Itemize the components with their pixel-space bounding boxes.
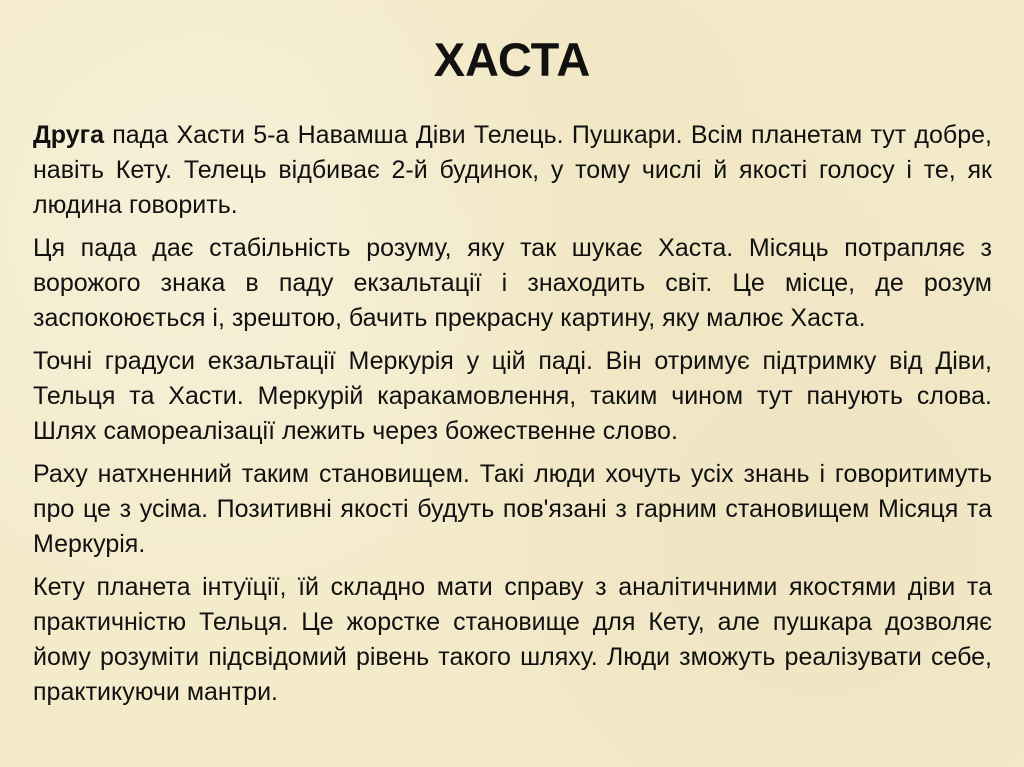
slide-body — [33, 118, 992, 718]
paragraph-text: пада Хасти 5-а Навамша Діви Телець. Пушкари. Всім планетам тут добре, навіть Кету. Телець відбиває 2-й будинок, у тому числі й якості голосу і те, як людина говорить. — [33, 121, 992, 219]
paragraph-text: Ця пада дає стабільність розуму, яку так шукає Хаста. Місяць потрапляє з ворожого знака в паду екзальтації і знаходить світ. Це місце, де розум заспокоюється і, зрештою, бачить прекрасну картину, яку малює Хаста. — [33, 234, 992, 332]
paragraph-1 — [33, 118, 992, 223]
paragraph-text: Кету планета інтуїції, їй складно мати справу з аналітичними якостями діви та практичністю Тельця. Це жорстке становище для Кету, але пушкара дозволяє йому розуміти підсвідомий рівень такого шляху. Люди зможуть реалізувати себе, практикуючи мантри. — [33, 573, 992, 706]
paragraph-5 — [33, 570, 992, 710]
slide-title: ХАСТА — [433, 33, 591, 86]
paragraph-lead-word: Друга — [33, 121, 104, 149]
paragraph-2 — [33, 231, 992, 336]
paragraph-3 — [33, 344, 992, 449]
paragraph-text: Точні градуси екзальтації Меркурія у цій паді. Він отримує підтримку від Діви, Тельця та Хасти. Меркурій каракамовлення, таким чином тут панують слова. Шлях самореалізації лежить через божественне слово. — [33, 347, 992, 445]
paragraph-4 — [33, 457, 992, 562]
paragraph-text: Раху натхненний таким становищем. Такі люди хочуть усіх знань і говоритимуть про це з усіма. Позитивні якості будуть пов'язані з гарним становищем Місяця та Меркурія. — [33, 460, 992, 558]
